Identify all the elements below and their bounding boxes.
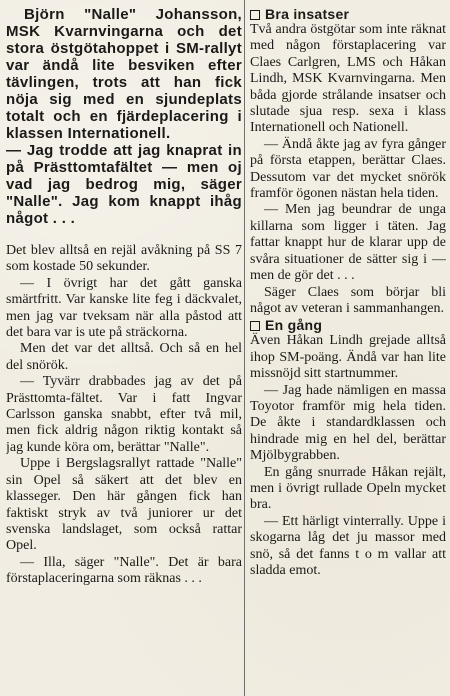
right-column bbox=[250, 6, 446, 696]
section-heading-en-gang bbox=[250, 317, 446, 333]
paragraph-1: Det blev alltså en rejäl avåkning på SS 7 som kostade 50 sekunder. bbox=[6, 243, 242, 275]
square-bullet-icon bbox=[250, 10, 260, 20]
main-article bbox=[6, 6, 242, 588]
heading-text: Bra insatser bbox=[265, 6, 350, 22]
right-paragraph-7: En gång snurrade Håkan rejält, men i övrigt rullade Opeln mycket bra. bbox=[250, 464, 446, 513]
paragraph-3: Men det var det alltså. Och så en hel del snörök. bbox=[6, 341, 242, 373]
column-divider bbox=[244, 0, 245, 696]
right-paragraph-6: — Jag hade nämligen en massa Toyotor framför mig hela tiden. De åkte i standardklassen och hindrade mig en hel del, berättar Mjölbygrabben. bbox=[250, 382, 446, 464]
paragraph-5: Uppe i Bergslagsrallyt rattade "Nalle" sin Opel så säkert att det blev en klasseger. Den här gången fick han faktiskt stryk av två juniorer ur det svenska landslaget, som också rattar Opel. bbox=[6, 456, 242, 554]
right-paragraph-4: Säger Claes som börjar bli något av veteran i sammanhangen. bbox=[250, 284, 446, 316]
paragraph-6: — Illa, säger "Nalle". Det är bara förstaplaceringarna som räknas . . . bbox=[6, 554, 242, 587]
right-paragraph-1: Två andra östgötar som inte räknat med någon förstaplacering var Claes Carlgren, LMS och Håkan Lindh, MSK Kvarnvingarna. Men båda gjorde strålande insatser och slutade sjua resp. sexa i klass Internationell och Nationell. bbox=[250, 22, 446, 136]
section-heading-bra-insatser bbox=[250, 6, 446, 22]
lead-paragraph bbox=[6, 6, 242, 227]
right-paragraph-5: Även Håkan Lindh grejade alltså ihop SM-poäng. Ändå var han lite missnöjd sitt startnummer. bbox=[250, 333, 446, 382]
square-bullet-icon bbox=[250, 321, 260, 331]
lead-quote: — Jag trodde att jag knaprat in på Prästtomtafältet — men oj vad jag bedrog mig, säger "Nalle". Jag kom knappt ihåg något . . . bbox=[6, 142, 242, 227]
lead-intro: Björn "Nalle" Johansson, MSK Kvarnvingarna och det stora östgötahoppet i SM-rallyt var ändå lite besviken efter tävlingen, trots att han fick nöja sig med en sjundeplats totalt och en fjärdeplacering i klassen Internationell. bbox=[6, 6, 242, 142]
right-paragraph-2: — Ändå åkte jag av fyra gånger på första etappen, berättar Claes. Dessutom var det mycket snörök framför ögonen nästan hela tiden. bbox=[250, 136, 446, 202]
paragraph-4: — Tyvärr drabbades jag av det på Prästtomta-fältet. Var i fatt Ingvar Carlsson ganska snabbt, efter två mil, men fick aldrig någon riktig kontakt så jag kunde köra om, berättar "Nalle". bbox=[6, 374, 242, 455]
left-column bbox=[6, 6, 242, 696]
heading-text: En gång bbox=[265, 317, 323, 334]
paragraph-2: — I övrigt har det gått ganska smärtfritt. Var kanske lite feg i däckvalet, men jag var tveksam när alla påstod att det bara var is ute på sträckorna. bbox=[6, 275, 242, 341]
right-paragraph-8: — Ett härligt vinterrally. Uppe i skogarna låg det ju massor med snö, så det fanns t o m vallar att sladda emot. bbox=[250, 513, 446, 578]
right-paragraph-3: — Men jag beundrar de unga killarna som ligger i täten. Jag fattar knappt hur de klarar upp de svåra situationer de sätter sig i — men de gör det . . . bbox=[250, 202, 446, 284]
